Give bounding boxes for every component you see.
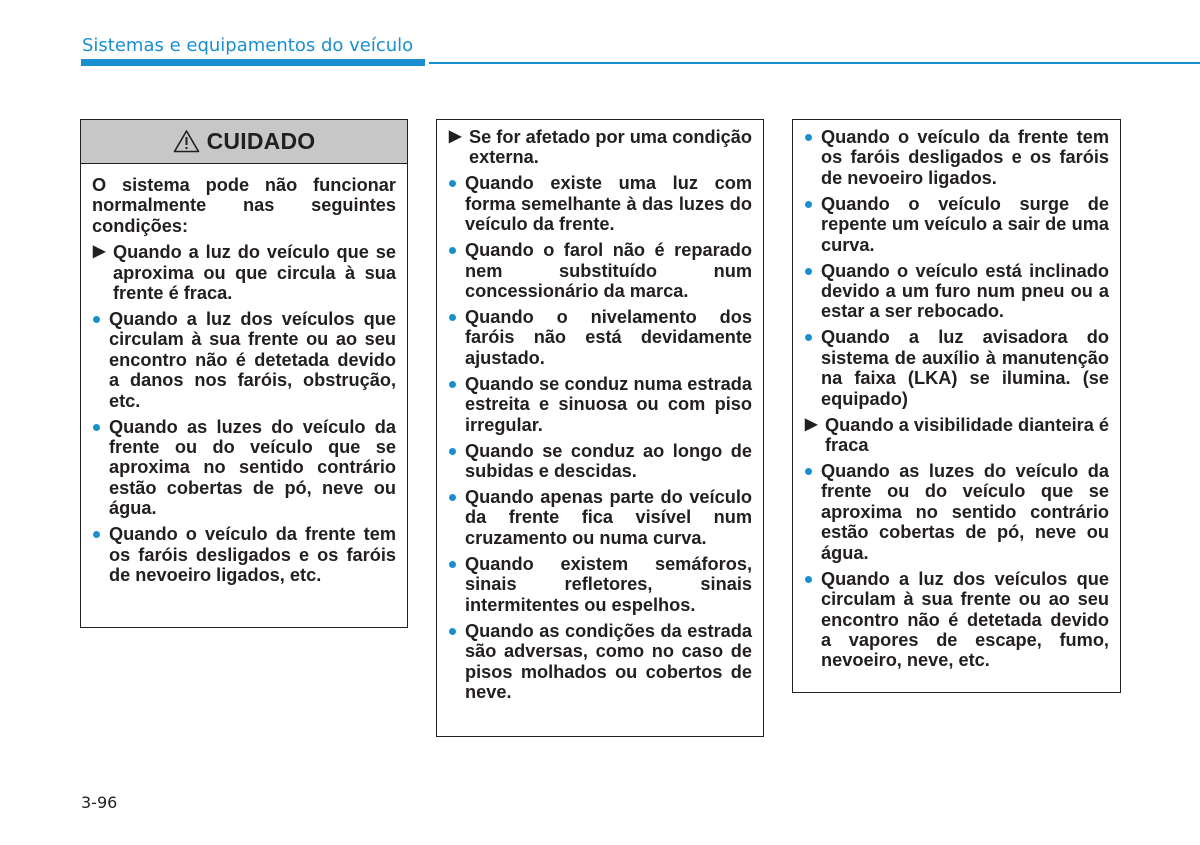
page-number: 3-96	[81, 793, 118, 812]
list-item	[448, 487, 752, 548]
list-item	[448, 173, 752, 234]
bullet-icon	[805, 134, 812, 141]
list-item	[448, 554, 752, 615]
bullet-icon	[93, 424, 100, 431]
list-item	[448, 621, 752, 703]
bullet-icon	[449, 247, 456, 254]
list-item	[448, 441, 752, 482]
list-item-text: Quando o veículo da frente tem os faróis desligados e os faróis de nevoeiro ligados.	[821, 127, 1109, 188]
list-item-text: Quando a luz dos veículos que circulam à sua frente ou ao seu encontro não é detetada devido a danos nos faróis, obstrução, etc.	[109, 309, 396, 411]
list-item-text: Quando o nivelamento dos faróis não está devidamente ajustado.	[465, 307, 752, 368]
caution-content-col1	[81, 164, 407, 586]
list-item	[92, 524, 396, 585]
list-item	[804, 261, 1109, 322]
bullet-icon	[805, 334, 812, 341]
list-item-text: Quando a luz do veículo que se aproxima ou que circula à sua frente é fraca.	[113, 242, 396, 304]
list-item	[448, 127, 752, 168]
list-item-text: Quando existe uma luz com forma semelhante à das luzes do veículo da frente.	[465, 173, 752, 235]
bullet-icon	[93, 531, 100, 538]
bullet-icon	[805, 268, 812, 275]
caution-content-col2	[437, 120, 763, 702]
triangle-marker-icon: ▶	[805, 415, 818, 433]
list-item-text: Quando o farol não é reparado nem substituído num concessionário da marca.	[465, 240, 752, 302]
header-accent-bar	[81, 59, 425, 66]
conditions-box-2	[436, 119, 764, 737]
list-item-text: Quando a visibilidade dianteira é fraca	[825, 414, 1110, 456]
list-item-text: Quando existem semáforos, sinais refletores, sinais intermitentes ou espelhos.	[465, 553, 752, 615]
bullet-icon	[805, 576, 812, 583]
triangle-marker-icon: ▶	[449, 128, 462, 145]
list-item-text: Quando o veículo da frente tem os faróis desligados e os faróis de nevoeiro ligados, etc.	[109, 524, 396, 586]
header-rule	[429, 62, 1200, 64]
list-item	[804, 327, 1109, 409]
bullet-icon	[449, 314, 456, 321]
list-item-text: Quando as luzes do veículo da frente ou do veículo que se aproxima no sentido contrário estão cobertas de pó, neve ou água.	[109, 416, 396, 519]
conditions-box-3	[792, 119, 1121, 693]
list-item-text: Quando a luz avisadora do sistema de auxílio à manutenção na faixa (LKA) se ilumina. (se equipado)	[821, 327, 1109, 409]
list-item	[92, 417, 396, 519]
list-item	[804, 127, 1109, 188]
list-item-text: Quando se conduz numa estrada estreita e sinuosa ou com piso irregular.	[465, 373, 752, 435]
list-item-text: Quando se conduz ao longo de subidas e descidas.	[465, 440, 752, 482]
caution-header	[81, 120, 407, 164]
bullet-icon	[805, 201, 812, 208]
list-item	[92, 309, 396, 411]
list-item-text: Quando o veículo surge de repente um veículo a sair de uma curva.	[821, 193, 1109, 255]
list-item	[804, 194, 1109, 255]
list-item-text: Quando a luz dos veículos que circulam à sua frente ou ao seu encontro não é detetada devido a vapores de escape, fumo, nevoeiro, neve, etc.	[821, 568, 1109, 671]
list-item	[448, 240, 752, 301]
bullet-icon	[449, 381, 456, 388]
list-item	[804, 461, 1109, 563]
list-item	[804, 415, 1109, 456]
caution-box	[80, 119, 408, 628]
caution-intro: O sistema pode não funcionar normalmente nas seguintes condições:	[92, 175, 396, 236]
list-item-text: Se for afetado por uma condição externa.	[469, 127, 752, 168]
list-item	[448, 307, 752, 368]
list-item-text: Quando o veículo está inclinado devido a um furo num pneu ou a estar a ser rebocado.	[821, 260, 1109, 322]
list-item	[804, 569, 1109, 671]
list-item	[448, 374, 752, 435]
section-title: Sistemas e equipamentos do veículo	[82, 35, 414, 56]
caution-title: CUIDADO	[206, 128, 316, 154]
bullet-icon	[805, 468, 812, 475]
condition-list-col1	[92, 242, 396, 585]
bullet-icon	[93, 316, 100, 323]
condition-list-col3	[804, 127, 1109, 671]
bullet-icon	[449, 628, 456, 635]
list-item-text: Quando as condições da estrada são adversas, como no caso de pisos molhados ou cobertos de neve.	[465, 620, 752, 702]
list-item-text: Quando as luzes do veículo da frente ou do veículo que se aproxima no sentido contrário estão cobertas de pó, neve ou água.	[821, 461, 1109, 563]
condition-list-col2	[448, 127, 752, 702]
bullet-icon	[449, 494, 456, 501]
list-item	[92, 242, 396, 303]
bullet-icon	[449, 448, 456, 455]
bullet-icon	[449, 561, 456, 568]
list-item-text: Quando apenas parte do veículo da frente fica visível num cruzamento ou numa curva.	[465, 487, 752, 548]
triangle-marker-icon: ▶	[93, 243, 106, 261]
warning-triangle-icon	[173, 129, 200, 153]
bullet-icon	[449, 180, 456, 187]
caution-content-col3	[793, 120, 1120, 671]
